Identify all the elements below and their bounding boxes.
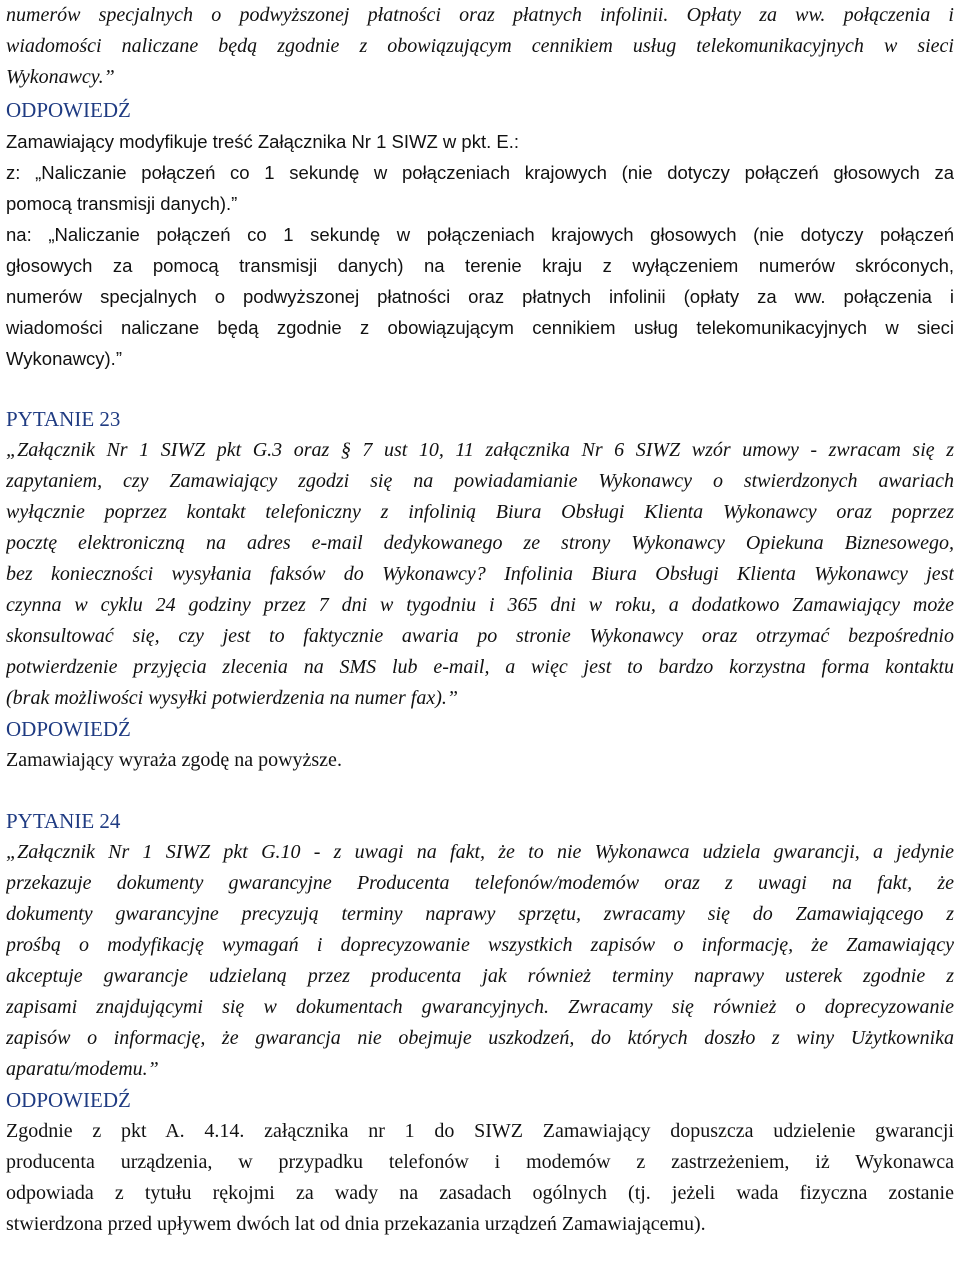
question-23-line-6: czynna w cyklu 24 godziny przez 7 dni w tygodniu i 365 dni w roku, a dodatkowo Zamawiający może	[6, 594, 954, 616]
answer-23-text: Zamawiający wyraża zgodę na powyższe.	[6, 749, 342, 771]
question-23-line-8: potwierdzenie przyjęcia zlecenia na SMS lub e-mail, a więc jest to bardzo korzystna forma kontaktu	[6, 656, 954, 678]
answer-heading-24: ODPOWIEDŹ	[6, 1088, 131, 1112]
question-24-line-6: zapisami znajdującymi się w dokumentach gwarancyjnych. Zwracamy się również o doprecyzowanie	[6, 996, 954, 1018]
answer-22-line-5: głosowych za pomocą transmisji danych) na terenie kraju z wyłączeniem numerów skróconych,	[6, 255, 954, 276]
intro-line-1: numerów specjalnych o podwyższonej płatności oraz płatnych infolinii. Opłaty za ww. połączenia i	[6, 4, 954, 26]
question-23-line-7: skonsultować się, czy jest to faktycznie awaria po stronie Wykonawcy oraz otrzymać bezpośrednio	[6, 625, 954, 647]
question-24-line-7: zapisów o informację, że gwarancja nie obejmuje uszkodzeń, do których doszło z winy Użytkownika	[6, 1027, 954, 1049]
intro-line-3: Wykonawcy.”	[6, 66, 115, 88]
intro-line-2: wiadomości naliczane będą zgodnie z obowiązującym cennikiem usług telekomunikacyjnych w sieci	[6, 35, 954, 57]
question-24-line-3: dokumenty gwarancyjne precyzują terminy naprawy sprzętu, zwracamy się do Zamawiającego z	[6, 903, 954, 925]
question-24-line-4: prośbą o modyfikację wymagań i doprecyzowanie wszystkich zapisów o informację, że Zamawiający	[6, 934, 954, 956]
answer-22-line-2: z: „Naliczanie połączeń co 1 sekundę w połączeniach krajowych (nie dotyczy połączeń głosowych za	[6, 162, 954, 183]
answer-22-line-8: Wykonawcy).”	[6, 348, 122, 369]
question-23-line-3: wyłącznie poprzez kontakt telefoniczny z infolinią Biura Obsługi Klienta Wykonawcy oraz poprzez	[6, 501, 954, 523]
answer-22-line-6: numerów specjalnych o podwyższonej płatności oraz płatnych infolinii (opłaty za ww. połączenia i	[6, 286, 954, 307]
answer-heading-22: ODPOWIEDŹ	[6, 98, 131, 122]
question-23-line-4: pocztę elektroniczną na adres e-mail dedykowanego ze strony Wykonawcy Opiekuna Biznesowego,	[6, 532, 954, 554]
answer-24-line-3: odpowiada z tytułu rękojmi za wady na zasadach ogólnych (tj. jeżeli wada fizyczna zostanie	[6, 1182, 954, 1204]
question-heading-23: PYTANIE 23	[6, 407, 121, 431]
answer-heading-23: ODPOWIEDŹ	[6, 717, 131, 741]
question-23-line-1: „Załącznik Nr 1 SIWZ pkt G.3 oraz § 7 ust 10, 11 załącznika Nr 6 SIWZ wzór umowy - zwracam się z	[6, 439, 954, 461]
question-24-line-8: aparatu/modemu.”	[6, 1058, 159, 1080]
answer-22-line-4: na: „Naliczanie połączeń co 1 sekundę w połączeniach krajowych głosowych (nie dotyczy połączeń	[6, 224, 954, 245]
question-23-line-5: bez konieczności wysyłania faksów do Wykonawcy? Infolinia Biura Obsługi Klienta Wykonawcy jest	[6, 563, 954, 585]
answer-22-line-1: Zamawiający modyfikuje treść Załącznika Nr 1 SIWZ w pkt. E.:	[6, 131, 519, 152]
question-23-line-2: zapytaniem, czy Zamawiający zgodzi się na powiadamianie Wykonawcy o stwierdzonych awariach	[6, 470, 954, 492]
question-23-line-9: (brak możliwości wysyłki potwierdzenia na numer fax).”	[6, 687, 458, 709]
question-24-line-5: akceptuje gwarancje udzielaną przez producenta jak również terminy naprawy usterek zgodnie z	[6, 965, 954, 987]
answer-22-line-3: pomocą transmisji danych).”	[6, 193, 238, 214]
answer-24-line-2: producenta urządzenia, w przypadku telefonów i modemów z zastrzeżeniem, iż Wykonawca	[6, 1151, 954, 1173]
answer-24-line-1: Zgodnie z pkt A. 4.14. załącznika nr 1 do SIWZ Zamawiający dopuszcza udzielenie gwarancji	[6, 1120, 954, 1142]
answer-22-line-7: wiadomości naliczane będą zgodnie z obowiązującym cennikiem usług telekomunikacyjnych w sieci	[6, 317, 954, 338]
answer-24-line-4: stwierdzona przed upływem dwóch lat od dnia przekazania urządzeń Zamawiającemu).	[6, 1213, 706, 1235]
question-24-line-1: „Załącznik Nr 1 SIWZ pkt G.10 - z uwagi na fakt, że to nie Wykonawca udziela gwarancji, a jedynie	[6, 841, 954, 863]
question-24-line-2: przekazuje dokumenty gwarancyjne Producenta telefonów/modemów oraz z uwagi na fakt, że	[6, 872, 954, 894]
question-heading-24: PYTANIE 24	[6, 809, 121, 833]
